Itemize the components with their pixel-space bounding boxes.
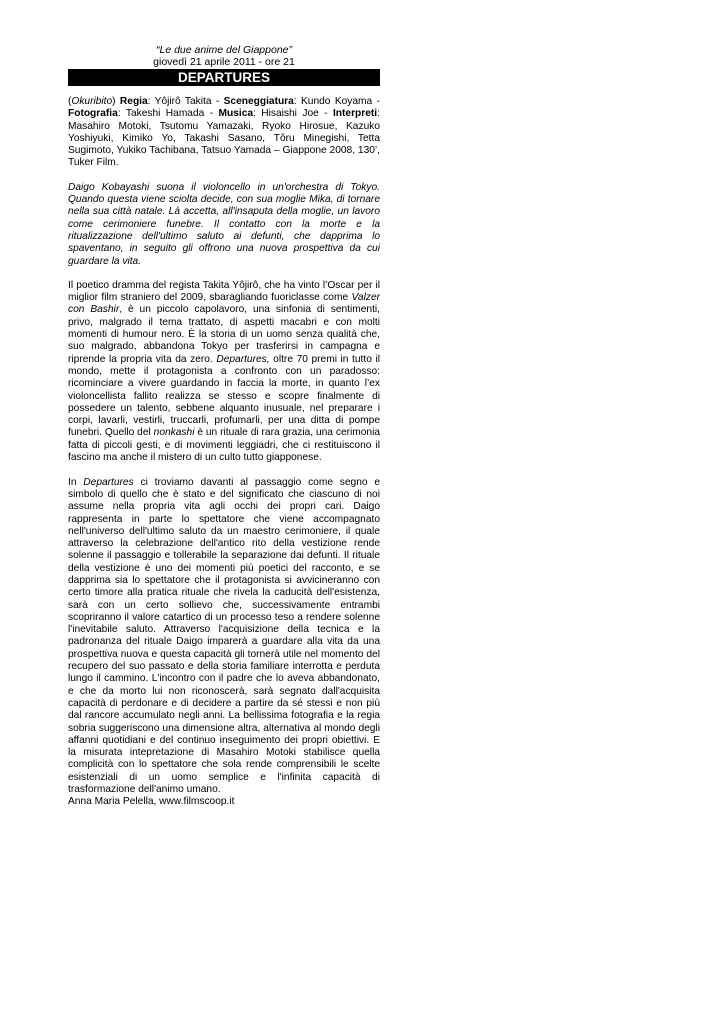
series-title: “Le due anime del Giappone” (155, 44, 292, 56)
review-text: è un rituale di rara grazia, una cerimonia fatta di piccoli gesti, e di movimenti leggiadri, che ci restituiscono il fascino ma anche il mistero di un culto tutto giapponese. (68, 427, 381, 464)
film-credits: (Okuribito) Regia: Yôjirô Takita - Sceneggiatura: Kundo Koyama - Fotografia: Takeshi Hamada - Musica: Hisaishi Joe - Interpreti: Masahiro Motoki, Tsutomu Yamazaki, Ryoko Hirosue, Kazuko Yoshiyuki, Kimiko Yo, Takashi Sasano, Tôru Minegishi, Tetta Sugimoto, Yukiko Tachibana, Tatsuo Yamada – Giappone 2008, 130’, Tuker Film. (68, 96, 380, 169)
regia-label: Regia (119, 96, 148, 107)
screening-date: giovedì 21 aprile 2011 - ore 21 (153, 56, 295, 68)
interpreti-label: Interpreti (332, 108, 378, 120)
film-reference: Departures, (216, 353, 270, 365)
document-column (68, 44, 380, 809)
sceneggiatura-value: Kundo Koyama (301, 96, 373, 107)
regia-value: Yôjirô Takita (154, 96, 212, 107)
review-paragraph-1 (68, 280, 380, 464)
review-text: , è un piccolo capolavoro, una sinfonia di sentimenti, privo, malgrado il tema trattato, di aspetti macabri e con molti momenti di humour nero. È la storia di un uomo senza qualità che, suo malgrado, abbandona Tokyo per trasferirsi in campagna e riprende la propria vita da zero. (68, 304, 380, 365)
film-title-bar: DEPARTURES (68, 69, 380, 86)
musica-value: Hisaishi Joe (261, 108, 319, 120)
film-reference: Departures (83, 476, 134, 488)
sceneggiatura-label: Sceneggiatura (223, 96, 294, 107)
film-reference: Valzer con Bashir (68, 292, 380, 316)
fotografia-value: Takeshi Hamada (125, 108, 205, 120)
term-reference: nonkashi (153, 427, 195, 439)
synopsis: Daigo Kobayashi suona il violoncello in un'orchestra di Tokyo. Quando questa viene sciolta decide, con sua moglie Mika, di tornare nella sua città natale. Là accetta, all'insaputa della moglie, un lavoro come cerimoniere funebre. Il contatto con la morte e la ritualizzazione dell'ultimo saluto ai defunti, che dapprima lo spaventano, in seguito gli offrono una nuova prospettiva da cui guardare la vita. (68, 181, 380, 267)
review-paragraph-2 (68, 477, 380, 797)
review-text: In (68, 476, 84, 488)
musica-label: Musica (218, 108, 254, 120)
review-signature: Anna Maria Pelella, www.filmscoop.it (68, 796, 235, 808)
review-text: oltre 70 premi in tutto il mondo, mette il protagonista a confronto con un paradosso: ricominciare a vivere guardando in faccia la morte, in quanto l’ex violoncellista fallito realizza se stesso e scopre finalmente di possedere un talento, sebbene alquanto inusuale, nel preparare i corpi, lavarli, vestirli, truccarli, profumarli, per una ditta di pompe funebri. Quello del (68, 353, 380, 439)
interpreti-value: Masahiro Motoki, Tsutomu Yamazaki, Ryoko Hirosue, Kazuko Yoshiyuki, Kimiko Yo, Takashi Sasano, Tôru Minegishi, Tetta Sugimoto, Yukiko Tachibana, Tatsuo Yamada – Giappone 2008, 130’, Tuker Film. (68, 120, 380, 169)
review-text: Il poetico dramma del regista Takita Yôjirô, che ha vinto l’Oscar per il miglior film straniero del 2009, sbaragliando fuoriclasse come (68, 279, 380, 304)
review-text: ci troviamo davanti al passaggio come segno e simbolo di quello che è stato e del significato che ciascuno di noi assume nella propria vita agli occhi dei propri cari. Daigo rappresenta in parte lo spettatore che viene accompagnato nell'universo dell'ultimo saluto da un maestro cerimoniere, il quale attraverso la celebrazione dell'antico rito della vestizione rende solenne il passaggio e tollerabile la separazione dai defunti. Il rituale della vestizione è uno dei momenti più poetici del racconto, e se dapprima sia lo spettatore che il protagonista si avvicineranno con certo timore alla pratica rituale che rivela la caducità dell'esistenza, sarà con un certo sollievo che, successivamente entrambi scopriranno il valore catartico di un processo teso a rendere solenne l'inevitabile saluto. Attraverso l'acquisizione della tecnica e la padronanza del rituale Daigo imparerà a guardare alla vita da una prospettiva nuova e questa capacità gli tornerà utile nel momento del recupero del suo passato e della storia familiare interrotta e perduta lungo il cammino. L'incontro con il padre che lo aveva abbandonato, e che da morto lui non riconoscerà, sarà segnato dall'acquisita capacità di perdonare e di decidere a partire da sé stessi e non più dal rancore accumulato negli anni. La bellissima fotografia e la regia sobria suggeriscono una dimensione altra, alternativa al mondo degli affanni quotidiani e del continuo inseguimento dei propri obiettivi. E la misurata intepretazione di Masahiro Motoki stabilisce quella complicità con lo spettatore che sola rende comprensibili le scelte esistenziali di un uomo semplice e l'infinita capacità di trasformazione dell'animo umano. (68, 476, 381, 796)
fotografia-label: Fotografia (68, 108, 118, 120)
original-title: Okuribito (71, 96, 113, 107)
review (68, 280, 380, 809)
